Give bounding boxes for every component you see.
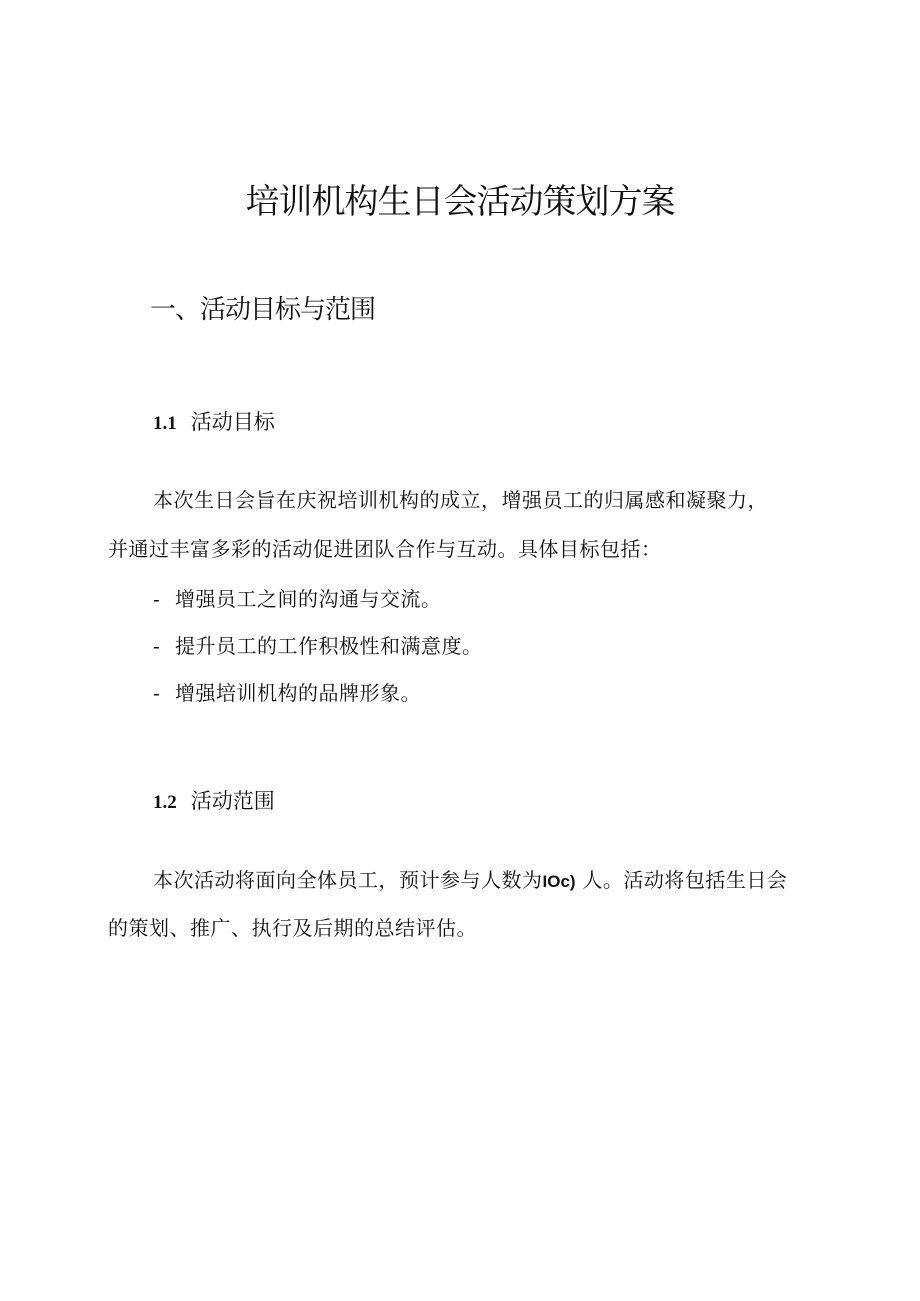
bullet-marker: - <box>153 681 161 705</box>
bullet-marker: - <box>153 587 161 611</box>
scope-paragraph-line-1 <box>153 864 787 898</box>
scope-text-before-number: 本次活动将面向全体员工，预计参与人数为 <box>153 868 543 892</box>
subsection-heading-goals <box>153 406 275 440</box>
list-item <box>153 630 483 662</box>
subsection-number: 1.2 <box>153 792 177 813</box>
goals-paragraph-line-2: 并通过丰富多彩的活动促进团队合作与互动。具体目标包括： <box>108 537 662 561</box>
subsection-number: 1.1 <box>153 413 177 434</box>
list-item-text: 增强培训机构的品牌形象。 <box>175 681 421 705</box>
list-item <box>153 677 421 709</box>
list-item-text: 增强员工之间的沟通与交流。 <box>175 587 442 611</box>
subsection-heading-scope <box>153 785 275 819</box>
list-item-text: 提升员工的工作积极性和满意度。 <box>175 634 483 658</box>
document-title: 培训机构生日会活动策划方案 <box>245 182 675 222</box>
bullet-marker: - <box>153 634 161 658</box>
goals-paragraph-line-1: 本次生日会旨在庆祝培训机构的成立，增强员工的归属感和凝聚力， <box>153 488 768 512</box>
scope-text-after-number: 人。活动将包括生日会 <box>575 868 788 892</box>
participant-count: IOc) <box>542 872 576 891</box>
scope-paragraph-line-2: 的策划、推广、执行及后期的总结评估。 <box>108 916 477 940</box>
subsection-title: 活动范围 <box>190 789 275 813</box>
list-item <box>153 583 442 615</box>
section-heading-goals-scope: 一、活动目标与范围 <box>150 295 376 325</box>
subsection-title: 活动目标 <box>190 410 275 434</box>
